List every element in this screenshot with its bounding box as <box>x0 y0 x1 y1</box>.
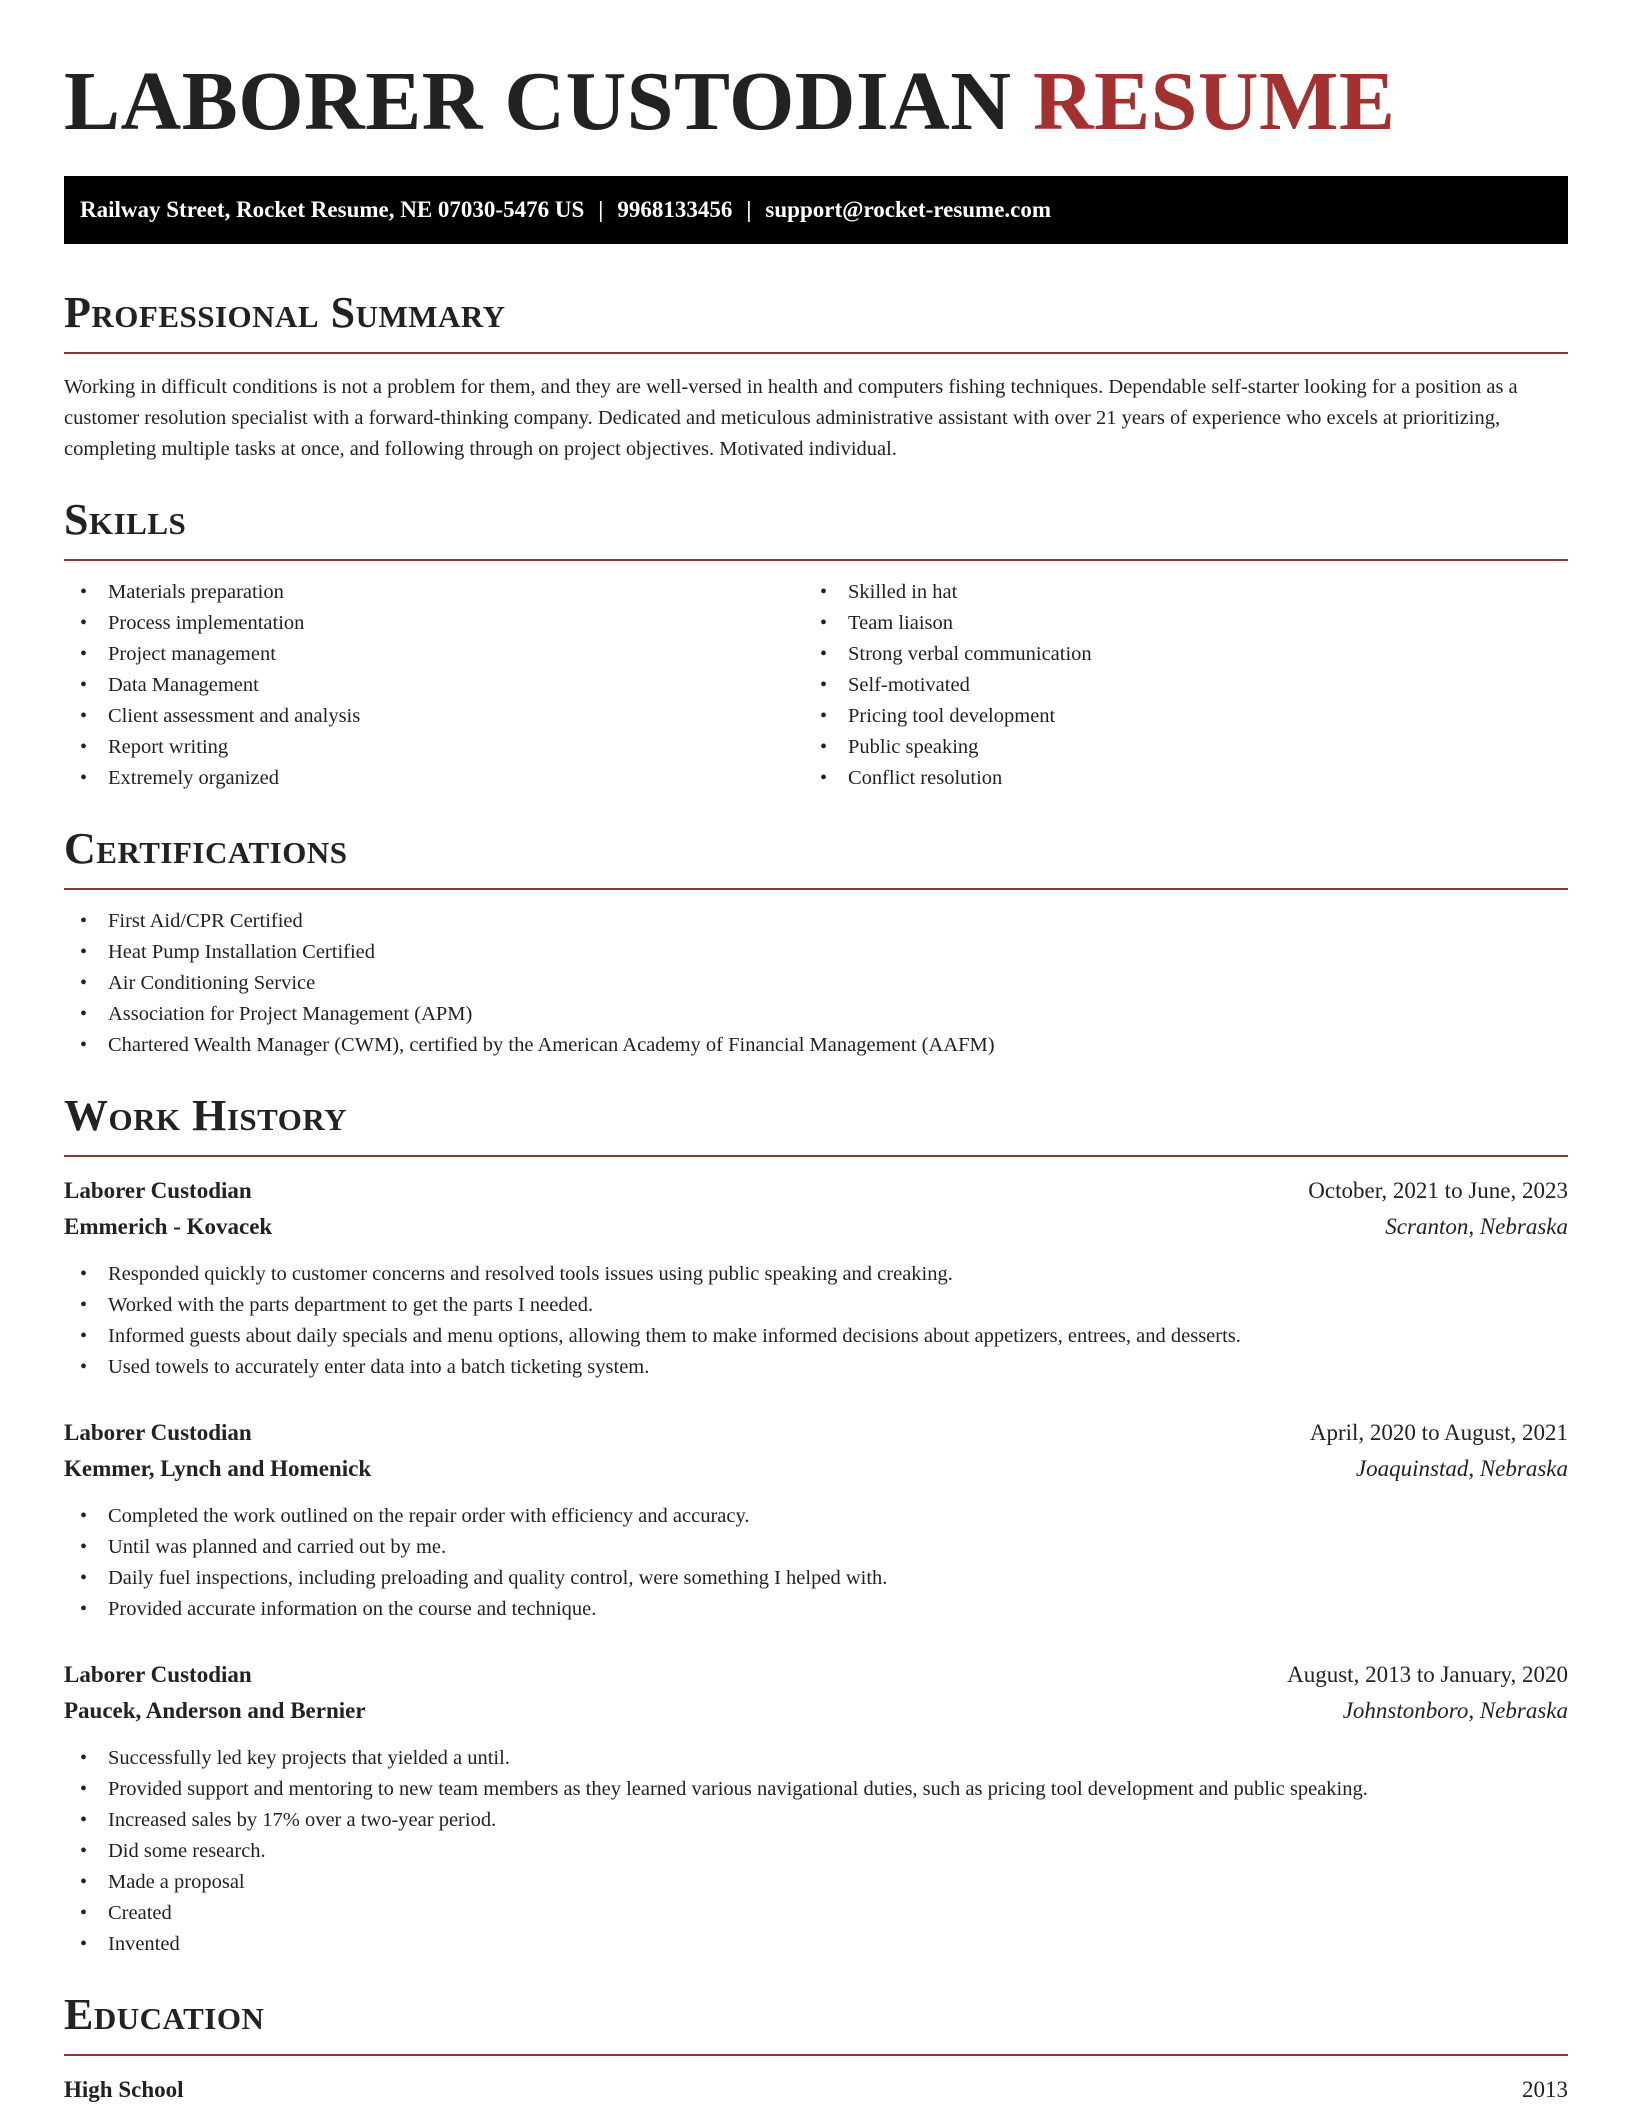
job-duty: • Invented <box>64 1929 1568 1960</box>
job-duty: • Provided support and mentoring to new team members as they learned various navigational duties, such as pricing tool development and public speaking. <box>64 1774 1568 1805</box>
skill-item: • Team liaison <box>804 608 1544 639</box>
education-year: 2013 <box>1522 2077 1568 2102</box>
contact-phone: 9968133456 <box>617 197 733 222</box>
section-divider <box>64 2054 1568 2056</box>
skill-item: • Pricing tool development <box>804 701 1544 732</box>
work-history-section <box>64 1091 1568 1960</box>
section-divider <box>64 888 1568 890</box>
certification-item: • Heat Pump Installation Certified <box>64 937 1568 968</box>
job-duty: • Made a proposal <box>64 1867 1568 1898</box>
job-duty: • Increased sales by 17% over a two-year period. <box>64 1805 1568 1836</box>
job-title: Laborer Custodian <box>64 1420 252 1445</box>
job-duty: • Provided accurate information on the course and technique. <box>64 1594 1568 1625</box>
certification-item: • Chartered Wealth Manager (CWM), certified by the American Academy of Financial Management (AAFM) <box>64 1030 1568 1061</box>
job-company: Emmerich - Kovacek <box>64 1214 273 1239</box>
education-section <box>64 1990 1568 2108</box>
summary-heading: Professional Summary <box>64 288 506 337</box>
skills-list-left <box>64 577 804 794</box>
summary-section <box>64 288 1568 465</box>
skill-item: • Report writing <box>64 732 804 763</box>
education-entry <box>64 2072 1568 2108</box>
job-entry <box>64 1173 1568 1383</box>
job-duty: • Informed guests about daily specials and menu options, allowing them to make informed decisions about appetizers, entrees, and desserts. <box>64 1321 1568 1352</box>
job-location: Johnstonboro, Nebraska <box>1342 1698 1568 1723</box>
section-divider <box>64 559 1568 561</box>
contact-separator: | <box>598 197 604 222</box>
job-company: Paucek, Anderson and Bernier <box>64 1698 366 1723</box>
job-duty: • Responded quickly to customer concerns and resolved tools issues using public speaking and creaking. <box>64 1259 1568 1290</box>
job-entry <box>64 1415 1568 1625</box>
contact-email: support@rocket-resume.com <box>765 197 1052 222</box>
job-duties <box>64 1259 1568 1383</box>
certification-item: • Association for Project Management (APM) <box>64 999 1568 1030</box>
job-company-row <box>64 1451 1568 1487</box>
job-title: Laborer Custodian <box>64 1662 252 1687</box>
skill-item: • Process implementation <box>64 608 804 639</box>
summary-text: Working in difficult conditions is not a problem for them, and they are well-versed in health and computers fishing techniques. Dependable self-starter looking for a position as a customer resolution specialist with a forward-thinking company. Dedicated and meticulous administrative assistant with over 21 years of experience who excels at prioritizing, completing multiple tasks at once, and following through on project objectives. Motivated individual. <box>64 376 1518 460</box>
job-dates: April, 2020 to August, 2021 <box>1309 1420 1568 1445</box>
title-accent: RESUME <box>1032 55 1396 148</box>
certifications-section <box>64 824 1568 1061</box>
skill-item: • Data Management <box>64 670 804 701</box>
skills-grid <box>64 577 1568 794</box>
job-entry <box>64 1657 1568 1960</box>
education-row <box>64 2072 1568 2108</box>
job-company-row <box>64 1693 1568 1729</box>
skill-item: • Extremely organized <box>64 763 804 794</box>
work-history-heading: Work History <box>64 1091 348 1140</box>
job-duty: • Worked with the parts department to get the parts I needed. <box>64 1290 1568 1321</box>
job-duty: • Created <box>64 1898 1568 1929</box>
certification-item: • First Aid/CPR Certified <box>64 906 1568 937</box>
skill-item: • Self-motivated <box>804 670 1544 701</box>
job-duty: • Did some research. <box>64 1836 1568 1867</box>
education-heading: Education <box>64 1990 265 2039</box>
job-location: Joaquinstad, Nebraska <box>1355 1456 1568 1481</box>
skills-list-right <box>804 577 1544 794</box>
job-dates: October, 2021 to June, 2023 <box>1308 1178 1568 1203</box>
contact-address: Railway Street, Rocket Resume, NE 07030-5476 US <box>80 197 585 222</box>
section-divider <box>64 1155 1568 1157</box>
job-header-row <box>64 1173 1568 1209</box>
section-divider <box>64 352 1568 354</box>
job-duty: • Used towels to accurately enter data into a batch ticketing system. <box>64 1352 1568 1383</box>
job-duty: • Daily fuel inspections, including preloading and quality control, were something I helped with. <box>64 1563 1568 1594</box>
certification-item: • Air Conditioning Service <box>64 968 1568 999</box>
skill-item: • Public speaking <box>804 732 1544 763</box>
skill-item: • Conflict resolution <box>804 763 1544 794</box>
certifications-heading: Certifications <box>64 824 348 873</box>
job-location: Scranton, Nebraska <box>1385 1214 1568 1239</box>
job-company-row <box>64 1209 1568 1245</box>
skill-item: • Strong verbal communication <box>804 639 1544 670</box>
job-duty: • Successfully led key projects that yielded a until. <box>64 1743 1568 1774</box>
title-main: LABORER CUSTODIAN <box>64 55 1012 148</box>
job-header-row <box>64 1415 1568 1451</box>
skills-heading: Skills <box>64 495 187 544</box>
job-duties <box>64 1743 1568 1960</box>
job-duties <box>64 1501 1568 1625</box>
contact-bar <box>64 176 1568 244</box>
education-degree: High School <box>64 2077 184 2102</box>
skill-item: • Client assessment and analysis <box>64 701 804 732</box>
job-duty: • Until was planned and carried out by me. <box>64 1532 1568 1563</box>
skill-item: • Skilled in hat <box>804 577 1544 608</box>
job-duty: • Completed the work outlined on the repair order with efficiency and accuracy. <box>64 1501 1568 1532</box>
job-title: Laborer Custodian <box>64 1178 252 1203</box>
skill-item: • Materials preparation <box>64 577 804 608</box>
job-dates: August, 2013 to January, 2020 <box>1287 1662 1568 1687</box>
certifications-list <box>64 906 1568 1061</box>
skill-item: • Project management <box>64 639 804 670</box>
skills-section <box>64 495 1568 794</box>
resume-title <box>64 0 1568 176</box>
job-company: Kemmer, Lynch and Homenick <box>64 1456 372 1481</box>
job-header-row <box>64 1657 1568 1693</box>
contact-separator: | <box>746 197 752 222</box>
